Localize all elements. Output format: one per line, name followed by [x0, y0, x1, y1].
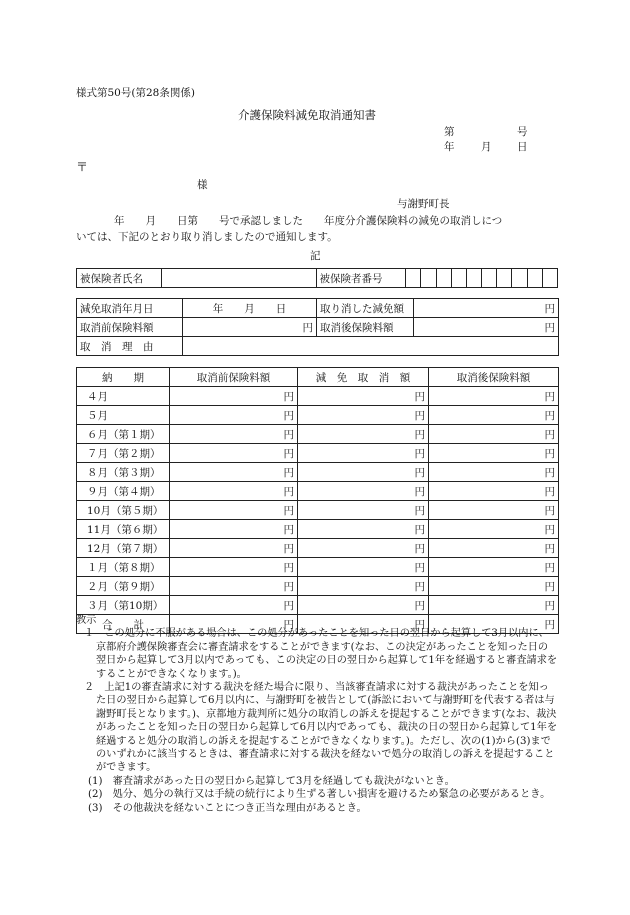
cancelled-amount-field[interactable]: 円 — [414, 299, 559, 318]
payment-before-field[interactable]: 円 — [170, 558, 298, 577]
payment-after-field[interactable]: 円 — [429, 463, 559, 482]
instruction-2-item-3: (3) その他裁決を経ないことにつき正当な理由があるとき。 — [88, 802, 367, 814]
payment-after-field[interactable]: 円 — [429, 444, 559, 463]
insured-number-digit[interactable] — [527, 269, 542, 288]
insured-name-label: 被保険者氏名 — [77, 269, 162, 288]
payment-period-label: ６月（第１期） — [77, 425, 170, 444]
payment-before-field[interactable]: 円 — [170, 406, 298, 425]
payment-before-field[interactable]: 円 — [170, 501, 298, 520]
body-text-line1: 年 月 日第 号で承認しました 年度分介護保険料の減免の取消しにつ — [114, 215, 503, 227]
payment-row — [77, 558, 559, 577]
cancellation-table — [76, 298, 559, 356]
payment-before-field[interactable]: 円 — [170, 444, 298, 463]
date-day: 日 — [517, 141, 528, 153]
header-due-date: 納 期 — [77, 368, 170, 387]
payment-after-field[interactable]: 円 — [429, 539, 559, 558]
instructions-heading: 教示 — [76, 615, 97, 626]
cancel-date-label: 減免取消年月日 — [77, 299, 183, 318]
payment-table — [76, 367, 559, 634]
insured-number-digit[interactable] — [421, 269, 436, 288]
payment-cancel-field[interactable]: 円 — [298, 482, 429, 501]
before-premium-label: 取消前保険料額 — [77, 318, 183, 337]
postal-mark: 〒 — [76, 160, 89, 174]
payment-after-field[interactable]: 円 — [429, 387, 559, 406]
payment-before-field[interactable]: 円 — [170, 577, 298, 596]
before-premium-field[interactable]: 円 — [183, 318, 317, 337]
payment-row — [77, 501, 559, 520]
total-after-field[interactable]: 円 — [429, 615, 559, 634]
instruction-2: ２ 上記1の審査請求に対する裁決を経た場合に限り、当該審査請求に対する裁決があったことを知った日の翌日から起算して6月以内に、与謝野町を被告として(訴訟において与謝野町を代表する者は与謝野町長となります。)、京都地方裁判所に処分の取消しの訴えを提起することができます(なお、裁決があったことを知った日の翌日から起算して6月以内であっても、裁決の日の翌日から起算して1年を経過すると処分の取消しの訴えを提起することができなくなります。)。ただし、次の(1)から(3)までのいずれかに該当するときは、審査請求に対する裁決を経ないで処分の取消しの訴えを提起することができます。 — [84, 682, 558, 774]
payment-row — [77, 482, 559, 501]
payment-period-label: ８月（第３期） — [77, 463, 170, 482]
addressee-suffix: 様 — [197, 179, 208, 191]
payment-period-label: 10月（第５期） — [77, 501, 170, 520]
insured-number-digit[interactable] — [512, 269, 527, 288]
instruction-1: １ この処分に不服がある場合は、この処分があったことを知った日の翌日から起算して3月以内に、京都府介護保険審査会に審査請求をすることができます(なお、この決定があったことを知った日の翌日から起算して3月以内であっても、この決定の日の翌日から起算して1年を経過すると審査請求をすることができなくなります。)。 — [84, 628, 558, 680]
insured-number-digit[interactable] — [466, 269, 481, 288]
payment-after-field[interactable]: 円 — [429, 596, 559, 615]
payment-after-field[interactable]: 円 — [429, 406, 559, 425]
document-title: 介護保険料減免取消通知書 — [238, 108, 376, 122]
payment-row — [77, 444, 559, 463]
form-number: 様式第50号(第28条関係) — [76, 87, 195, 99]
payment-row — [77, 463, 559, 482]
instruction-2-item-1: (1) 審査請求があった日の翌日から起算して3月を経過しても裁決がないとき。 — [88, 775, 455, 787]
reason-label: 取 消 理 由 — [77, 337, 183, 356]
instruction-2-item-2: (2) 処分、処分の執行又は手続の続行により生ずる著しい損害を避けるため緊急の必要があるとき。 — [88, 789, 551, 801]
insured-number-digit[interactable] — [406, 269, 421, 288]
payment-before-field[interactable]: 円 — [170, 520, 298, 539]
payment-period-label: ４月 — [77, 387, 170, 406]
header-cancel-amount: 減 免 取 消 額 — [298, 368, 429, 387]
reason-field[interactable] — [183, 337, 559, 356]
payment-cancel-field[interactable]: 円 — [298, 387, 429, 406]
payment-after-field[interactable]: 円 — [429, 558, 559, 577]
after-premium-label: 取消後保険料額 — [317, 318, 414, 337]
header-after-amount: 取消後保険料額 — [429, 368, 559, 387]
payment-row — [77, 387, 559, 406]
ki-heading: 記 — [310, 250, 321, 262]
cancelled-amount-label: 取り消した減免額 — [317, 299, 414, 318]
payment-before-field[interactable]: 円 — [170, 463, 298, 482]
cancel-date-field[interactable]: 年 月 日 — [183, 299, 317, 318]
payment-cancel-field[interactable]: 円 — [298, 539, 429, 558]
payment-period-label: ２月（第９期） — [77, 577, 170, 596]
insured-number-digit[interactable] — [542, 269, 557, 288]
payment-row — [77, 577, 559, 596]
payment-cancel-field[interactable]: 円 — [298, 406, 429, 425]
payment-cancel-field[interactable]: 円 — [298, 577, 429, 596]
payment-before-field[interactable]: 円 — [170, 425, 298, 444]
date-year: 年 — [444, 141, 455, 153]
date-month: 月 — [481, 141, 492, 153]
doc-number-suffix: 号 — [517, 126, 528, 138]
payment-row — [77, 406, 559, 425]
payment-before-field[interactable]: 円 — [170, 539, 298, 558]
payment-before-field[interactable]: 円 — [170, 482, 298, 501]
payment-after-field[interactable]: 円 — [429, 482, 559, 501]
doc-number-prefix: 第 — [444, 126, 455, 138]
payment-after-field[interactable]: 円 — [429, 520, 559, 539]
payment-cancel-field[interactable]: 円 — [298, 425, 429, 444]
payment-cancel-field[interactable]: 円 — [298, 444, 429, 463]
body-text-line2: いては、下記のとおり取り消しましたので通知します。 — [76, 231, 338, 243]
payment-row — [77, 520, 559, 539]
insured-number-digit[interactable] — [436, 269, 451, 288]
insured-table — [76, 268, 558, 288]
total-label: 合 計 — [77, 615, 170, 634]
total-before-field[interactable]: 円 — [170, 615, 298, 634]
payment-period-label: 11月（第６期） — [77, 520, 170, 539]
payment-period-label: ５月 — [77, 406, 170, 425]
payment-before-field[interactable]: 円 — [170, 387, 298, 406]
payment-period-label: ３月（第10期） — [77, 596, 170, 615]
payment-after-field[interactable]: 円 — [429, 501, 559, 520]
payment-period-label: 12月（第７期） — [77, 539, 170, 558]
instructions — [78, 614, 558, 815]
after-premium-field[interactable]: 円 — [414, 318, 559, 337]
payment-period-label: ９月（第４期） — [77, 482, 170, 501]
payment-row — [77, 539, 559, 558]
payment-before-field[interactable]: 円 — [170, 596, 298, 615]
payment-cancel-field[interactable]: 円 — [298, 596, 429, 615]
payment-after-field[interactable]: 円 — [429, 577, 559, 596]
payment-cancel-field[interactable]: 円 — [298, 501, 429, 520]
total-cancel-field[interactable]: 円 — [298, 615, 429, 634]
payment-row — [77, 596, 559, 615]
payment-cancel-field[interactable]: 円 — [298, 463, 429, 482]
payment-period-label: ７月（第２期） — [77, 444, 170, 463]
issuer-name: 与謝野町長 — [397, 198, 450, 210]
payment-period-label: １月（第８期） — [77, 558, 170, 577]
insured-name-field[interactable] — [161, 269, 316, 288]
payment-cancel-field[interactable]: 円 — [298, 558, 429, 577]
header-before-amount: 取消前保険料額 — [170, 368, 298, 387]
insured-number-label: 被保険者番号 — [316, 269, 406, 288]
payment-row — [77, 425, 559, 444]
payment-cancel-field[interactable]: 円 — [298, 520, 429, 539]
insured-number-digit[interactable] — [497, 269, 512, 288]
insured-number-digit[interactable] — [482, 269, 497, 288]
payment-after-field[interactable]: 円 — [429, 425, 559, 444]
insured-number-digit[interactable] — [451, 269, 466, 288]
